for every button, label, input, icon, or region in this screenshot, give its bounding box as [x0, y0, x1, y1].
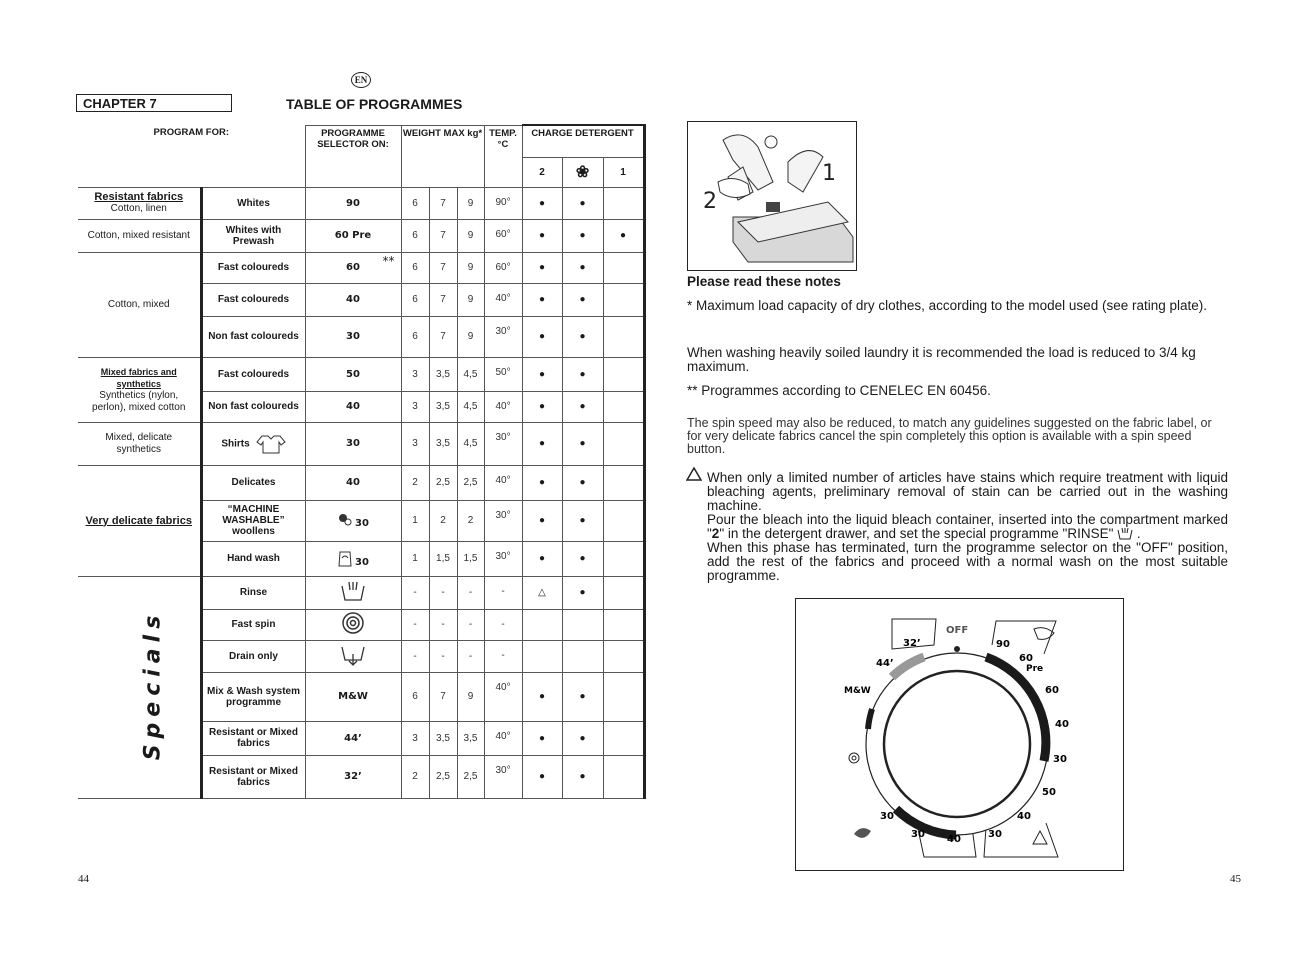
- temp-cell: 40°: [484, 283, 522, 316]
- program-name: “MACHINE WASHABLE” woollens: [222, 504, 285, 537]
- softener-flower-icon: ❀: [562, 157, 603, 187]
- detergent-col-2: 2: [522, 157, 562, 187]
- detergent-cell: [603, 187, 644, 219]
- weight-cell: 9: [457, 219, 484, 252]
- selector-cell: [305, 609, 401, 640]
- weight-cell: 6: [401, 219, 429, 252]
- detergent-cell: ●: [522, 252, 562, 283]
- program-name-cell: [201, 541, 305, 576]
- fabric-group-title: Very delicate fabrics: [85, 514, 192, 527]
- detergent-cell: [603, 422, 644, 465]
- program-name-cell: [201, 640, 305, 672]
- temp-cell: -: [484, 576, 522, 609]
- program-name-cell: [201, 391, 305, 422]
- weight-cell: 3,5: [429, 357, 457, 391]
- program-name: Drain only: [229, 650, 278, 662]
- weight-cell: 3,5: [429, 422, 457, 465]
- selector-value: 30: [346, 438, 360, 449]
- selector-cell: [305, 721, 401, 755]
- weight-cell: 7: [429, 316, 457, 357]
- detergent-cell: ●: [562, 187, 603, 219]
- detergent-cell: [603, 252, 644, 283]
- weight-cell: 9: [457, 672, 484, 721]
- dial-label-32: 32’: [903, 638, 921, 649]
- selector-value: 30: [346, 331, 360, 342]
- temp-cell: 60°: [484, 219, 522, 252]
- program-name: Whites: [237, 197, 270, 209]
- weight-cell: 2,5: [457, 755, 484, 798]
- dial-label-50: 50: [1042, 787, 1056, 798]
- shirt-icon: [250, 438, 286, 449]
- weight-cell: 2: [457, 500, 484, 541]
- program-name: Fast spin: [231, 619, 276, 630]
- warning-triangle-icon: [686, 467, 702, 486]
- weight-cell: 6: [401, 316, 429, 357]
- note-cenelec: ** Programmes according to CENELEC EN 60456.: [687, 383, 991, 398]
- header-weight: WEIGHT MAX kg*: [401, 125, 484, 187]
- en-language-logo: EN: [351, 72, 371, 88]
- selector-value: 30: [355, 518, 369, 529]
- selector-cell: [305, 672, 401, 721]
- temp-cell: 60°: [484, 252, 522, 283]
- program-name: Hand wash: [227, 553, 280, 564]
- fabric-group-title: Resistant fabrics: [94, 191, 184, 203]
- fabric-group-cell: [78, 187, 201, 219]
- program-name: Delicates: [231, 477, 276, 488]
- programme-dial-illustration: [795, 598, 1124, 871]
- selector-value: M&W: [338, 691, 368, 702]
- note-spin-speed: The spin speed may also be reduced, to match any guidelines suggested on the fabric label, or for very delicate fabrics cancel the spin completely this option is available with a spin speed button.: [687, 416, 1212, 456]
- selector-cell: [305, 219, 401, 252]
- detergent-cell: ●: [522, 721, 562, 755]
- weight-cell: 3,5: [429, 721, 457, 755]
- dial-label-30: 30: [1053, 754, 1067, 765]
- detergent-cell: ●: [562, 391, 603, 422]
- dial-label-pre: Pre: [1026, 664, 1044, 674]
- table-row: [78, 219, 644, 252]
- detergent-cell: [603, 576, 644, 609]
- dial-label-30-wool: 30: [911, 829, 925, 840]
- detergent-cell: [522, 640, 562, 672]
- temp-cell: 40°: [484, 465, 522, 500]
- selector-cell: [305, 576, 401, 609]
- weight-cell: -: [429, 640, 457, 672]
- temp-cell: 90°: [484, 187, 522, 219]
- detergent-cell: ●: [562, 357, 603, 391]
- program-name-cell: [201, 252, 305, 283]
- weight-cell: 1,5: [457, 541, 484, 576]
- weight-cell: 6: [401, 283, 429, 316]
- program-name: Whites with Prewash: [225, 224, 282, 247]
- detergent-cell: [603, 755, 644, 798]
- detergent-cell: ●: [522, 357, 562, 391]
- specials-label: Specials: [140, 609, 166, 761]
- temp-cell: 40°: [484, 391, 522, 422]
- selector-cell: [305, 640, 401, 672]
- detergent-cell: ●: [522, 391, 562, 422]
- rinse-icon: [340, 594, 366, 605]
- header-temp: TEMP. °C: [484, 125, 522, 187]
- program-name-cell: [201, 609, 305, 640]
- detergent-cell: [603, 672, 644, 721]
- table-row: [78, 465, 644, 500]
- selector-cell: [305, 283, 401, 316]
- chapter-label: CHAPTER 7: [76, 94, 232, 112]
- selector-cell: [305, 187, 401, 219]
- dial-label-40-synthetic: 40: [1017, 811, 1031, 822]
- page-title: TABLE OF PROGRAMMES: [286, 96, 463, 112]
- detergent-cell: △: [522, 576, 562, 609]
- program-name: Fast coloureds: [217, 294, 290, 305]
- selector-value: 60: [346, 262, 360, 273]
- dial-label-30-handwash: 30: [880, 811, 894, 822]
- detergent-cell: ●: [562, 721, 603, 755]
- detergent-cell: ●: [522, 465, 562, 500]
- note-bleach: [707, 471, 1228, 583]
- note-bleach-pour: Pour the bleach into the liquid bleach container, inserted into the compartment marked "2" in the detergent drawer, and set the special programme "RINSE" .: [707, 512, 1228, 541]
- dial-label-40-delicates: 40: [947, 834, 961, 845]
- selector-value: 90: [346, 197, 360, 209]
- hand-wash-icon: [337, 557, 355, 568]
- weight-cell: 7: [429, 187, 457, 219]
- page-number-right: 45: [1230, 873, 1241, 885]
- program-name: Resistant or Mixed fabrics: [209, 765, 298, 788]
- program-name: Resistant or Mixed fabrics: [209, 727, 298, 749]
- weight-cell: -: [457, 640, 484, 672]
- weight-cell: 3,5: [457, 721, 484, 755]
- selector-value: 60 Pre: [334, 230, 372, 241]
- detergent-cell: ●: [562, 252, 603, 283]
- selector-cell: [305, 755, 401, 798]
- selector-value: 50: [346, 368, 360, 380]
- detergent-cell: [603, 609, 644, 640]
- detergent-cell: [522, 609, 562, 640]
- temp-cell: 40°: [484, 672, 522, 721]
- program-name-cell: [201, 316, 305, 357]
- header-detergent: CHARGE DETERGENT: [522, 125, 644, 157]
- weight-cell: 9: [457, 187, 484, 219]
- program-name: Shirts: [221, 438, 250, 450]
- fabric-group-cell: [78, 576, 201, 798]
- selector-cell: [305, 500, 401, 541]
- detergent-cell: ●: [562, 672, 603, 721]
- drawer-label-1: 1: [822, 161, 836, 186]
- fabric-group-title: Mixed fabrics and synthetics: [100, 366, 177, 389]
- detergent-cell: ●: [562, 576, 603, 609]
- selector-cell: [305, 252, 401, 283]
- program-name-cell: [201, 357, 305, 391]
- detergent-cell: ●: [562, 755, 603, 798]
- temp-cell: 50°: [484, 357, 522, 391]
- detergent-col-1: 1: [603, 157, 644, 187]
- note-max-load: * Maximum load capacity of dry clothes, according to the model used (see rating plate).: [687, 298, 1208, 313]
- weight-cell: 6: [401, 672, 429, 721]
- program-name: Non fast coloureds: [208, 401, 299, 412]
- detergent-drawer-illustration: [687, 121, 857, 271]
- temp-cell: 30°: [484, 541, 522, 576]
- detergent-cell: ●: [522, 672, 562, 721]
- detergent-cell: ●: [522, 219, 562, 252]
- temp-cell: -: [484, 609, 522, 640]
- table-row: [78, 357, 644, 391]
- fabric-group-sub: Cotton, mixed resistant: [87, 229, 190, 241]
- notes-heading: Please read these notes: [687, 274, 841, 289]
- detergent-cell: ●: [562, 541, 603, 576]
- selector-value: 40: [346, 477, 360, 488]
- weight-cell: 7: [429, 219, 457, 252]
- weight-cell: 1: [401, 541, 429, 576]
- detergent-cell: ●: [522, 500, 562, 541]
- program-name-cell: [201, 187, 305, 219]
- detergent-cell: ●: [522, 316, 562, 357]
- program-name: Mix & Wash system programme: [207, 685, 300, 708]
- weight-cell: 2,5: [457, 465, 484, 500]
- program-name: Fast coloureds: [217, 368, 290, 380]
- table-row: [78, 187, 644, 219]
- fabric-group-cell: [78, 465, 201, 576]
- weight-cell: -: [457, 576, 484, 609]
- dial-label-30-shirts: 30: [988, 829, 1002, 840]
- dial-label-44: 44’: [876, 658, 894, 669]
- weight-cell: 2: [429, 500, 457, 541]
- program-name-cell: [201, 219, 305, 252]
- detergent-cell: [603, 500, 644, 541]
- dial-off-label: OFF: [946, 625, 969, 636]
- selector-value: 30: [355, 556, 369, 568]
- drawer-label-2: 2: [703, 189, 717, 214]
- temp-cell: 40°: [484, 721, 522, 755]
- selector-cell: [305, 357, 401, 391]
- weight-cell: 2,5: [429, 465, 457, 500]
- fabric-group-sub: Synthetics (nylon, perlon), mixed cotton: [92, 389, 186, 413]
- detergent-cell: [603, 391, 644, 422]
- selector-value: 44’: [344, 732, 362, 744]
- table-row: [78, 422, 644, 465]
- note-heavily-soiled: When washing heavily soiled laundry it is recommended the load is reduced to 3/4 kg maximum.: [687, 345, 1196, 374]
- weight-cell: 7: [429, 283, 457, 316]
- detergent-cell: ●: [562, 500, 603, 541]
- detergent-cell: [603, 640, 644, 672]
- program-name: Fast coloureds: [217, 262, 290, 273]
- weight-cell: 3: [401, 357, 429, 391]
- detergent-cell: ●: [522, 187, 562, 219]
- program-name-cell: [201, 283, 305, 316]
- wool-icon: [337, 518, 355, 529]
- detergent-cell: [603, 541, 644, 576]
- selector-cell: [305, 541, 401, 576]
- note-bleach-intro: When only a limited number of articles have stains which require treatment with liquid bleaching agents, preliminary removal of stain can be carried out in the washing machine.: [707, 470, 1228, 513]
- detergent-cell: [562, 609, 603, 640]
- weight-cell: 2: [401, 755, 429, 798]
- weight-cell: 7: [429, 252, 457, 283]
- header-program-for: PROGRAM FOR:: [78, 125, 305, 187]
- detergent-cell: [603, 721, 644, 755]
- rinse-icon: [1117, 526, 1133, 541]
- selector-value: 40: [346, 401, 360, 412]
- detergent-cell: ●: [562, 422, 603, 465]
- weight-cell: 2,5: [429, 755, 457, 798]
- program-name: Non fast coloureds: [208, 331, 299, 342]
- detergent-cell: ●: [522, 422, 562, 465]
- detergent-cell: ●: [522, 541, 562, 576]
- temp-cell: -: [484, 640, 522, 672]
- weight-cell: 9: [457, 316, 484, 357]
- weight-cell: 4,5: [457, 422, 484, 465]
- cenelec-mark: **: [382, 253, 395, 268]
- page-number-left: 44: [78, 873, 89, 885]
- table-row: [78, 252, 644, 283]
- weight-cell: 4,5: [457, 357, 484, 391]
- weight-cell: 3: [401, 721, 429, 755]
- note-bleach-after: When this phase has terminated, turn the programme selector on the "OFF" position, add the rest of the fabrics and proceed with a normal wash on the most suitable programme.: [707, 540, 1228, 583]
- fabric-group-sub: Mixed, delicate synthetics: [105, 431, 173, 455]
- detergent-cell: ●: [562, 316, 603, 357]
- detergent-cell: ●: [522, 283, 562, 316]
- fabric-group-cell: [78, 252, 201, 357]
- weight-cell: 4,5: [457, 391, 484, 422]
- weight-cell: 3: [401, 422, 429, 465]
- weight-cell: -: [457, 609, 484, 640]
- weight-cell: 9: [457, 283, 484, 316]
- weight-cell: 1: [401, 500, 429, 541]
- weight-cell: 7: [429, 672, 457, 721]
- weight-cell: -: [401, 609, 429, 640]
- program-name-cell: [201, 672, 305, 721]
- selector-cell: [305, 422, 401, 465]
- weight-cell: -: [401, 576, 429, 609]
- fabric-group-sub: Cotton, mixed: [107, 298, 170, 310]
- dial-label-60: 60: [1045, 685, 1059, 696]
- weight-cell: 3,5: [429, 391, 457, 422]
- dial-label-60pre: 60: [1019, 653, 1033, 664]
- temp-cell: 30°: [484, 500, 522, 541]
- selector-value: 40: [346, 294, 360, 305]
- detergent-cell: [562, 640, 603, 672]
- header-selector: PROGRAMME SELECTOR ON:: [305, 125, 401, 187]
- detergent-cell: ●: [522, 755, 562, 798]
- weight-cell: 3: [401, 391, 429, 422]
- dial-label-90: 90: [996, 639, 1010, 650]
- fabric-group-cell: [78, 357, 201, 422]
- dial-label-40: 40: [1055, 719, 1069, 730]
- weight-cell: -: [429, 576, 457, 609]
- dial-label-mw: M&W: [844, 686, 871, 696]
- detergent-cell: ●: [562, 219, 603, 252]
- weight-cell: 1,5: [429, 541, 457, 576]
- selector-cell: [305, 391, 401, 422]
- weight-cell: 6: [401, 187, 429, 219]
- detergent-cell: ●: [603, 219, 644, 252]
- temp-cell: 30°: [484, 316, 522, 357]
- fabric-group-cell: [78, 422, 201, 465]
- weight-cell: 6: [401, 252, 429, 283]
- programme-table: [78, 124, 646, 799]
- selector-cell: [305, 316, 401, 357]
- spin-icon: [341, 627, 365, 638]
- program-name-cell: [201, 500, 305, 541]
- program-name-cell: [201, 465, 305, 500]
- weight-cell: 9: [457, 252, 484, 283]
- table-row: [78, 576, 644, 609]
- fabric-group-sub: Cotton, linen: [110, 203, 167, 214]
- temp-cell: 30°: [484, 422, 522, 465]
- temp-cell: 30°: [484, 755, 522, 798]
- program-name-cell: [201, 721, 305, 755]
- selector-cell: [305, 465, 401, 500]
- fabric-group-cell: [78, 219, 201, 252]
- program-name-cell: [201, 422, 305, 465]
- detergent-cell: [603, 316, 644, 357]
- drain-icon: [340, 658, 366, 669]
- program-name-cell: [201, 755, 305, 798]
- weight-cell: -: [429, 609, 457, 640]
- detergent-cell: ●: [562, 465, 603, 500]
- weight-cell: 2: [401, 465, 429, 500]
- detergent-cell: [603, 357, 644, 391]
- detergent-cell: [603, 283, 644, 316]
- program-name-cell: [201, 576, 305, 609]
- program-name: Rinse: [239, 587, 268, 598]
- weight-cell: -: [401, 640, 429, 672]
- selector-value: 32’: [344, 771, 362, 782]
- detergent-cell: ●: [562, 283, 603, 316]
- detergent-cell: [603, 465, 644, 500]
